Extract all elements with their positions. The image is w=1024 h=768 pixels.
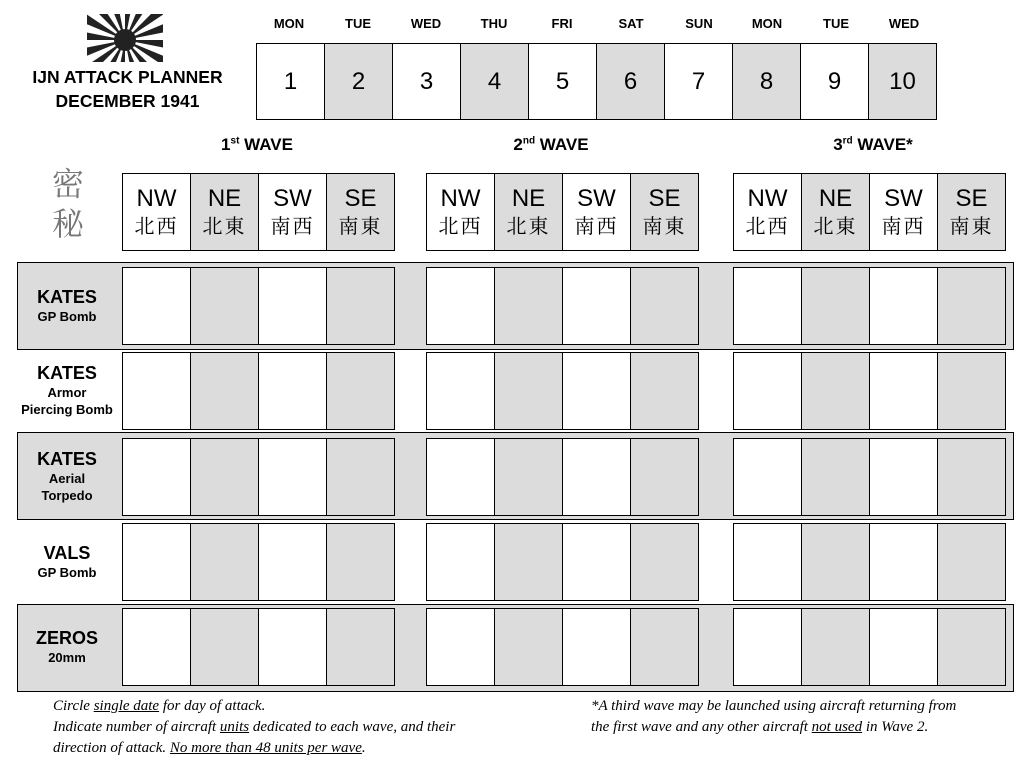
date-cell-1[interactable]: 1	[257, 44, 325, 120]
wave-3-row-2-group	[733, 352, 1006, 430]
aircraft-type: KATES	[37, 363, 97, 383]
unit-count-cell-nw[interactable]	[427, 268, 495, 345]
day-name-8: MON	[751, 16, 783, 31]
unit-count-cell-se[interactable]	[938, 353, 1006, 430]
ordnance-type: Armor	[47, 385, 87, 400]
direction-kanji: 北東	[813, 214, 858, 238]
aircraft-type: ZEROS	[35, 627, 98, 648]
wave-1-direction-header	[122, 173, 395, 251]
unit-count-cell-ne[interactable]	[191, 268, 259, 345]
direction-header-se	[327, 174, 395, 251]
unit-count-cell-sw[interactable]	[870, 609, 938, 686]
direction-label: SW	[577, 185, 616, 212]
wave-3-row-1-group	[733, 267, 1006, 345]
direction-header-se	[938, 174, 1006, 251]
wave-2-title: 2nd WAVE	[513, 135, 589, 154]
unit-count-cell-se[interactable]	[631, 439, 699, 516]
direction-label: NW	[136, 185, 177, 212]
unit-count-cell-nw[interactable]	[123, 439, 191, 516]
direction-kanji: 北西	[438, 214, 483, 238]
unit-count-cell-sw[interactable]	[259, 439, 327, 516]
unit-count-cell-sw[interactable]	[259, 609, 327, 686]
date-cell-2[interactable]: 2	[325, 44, 393, 120]
wave-1-row-3-group	[122, 438, 395, 516]
unit-count-cell-nw[interactable]	[427, 353, 495, 430]
date-cell-6[interactable]: 6	[597, 44, 665, 120]
wave-1-title: 1st WAVE	[221, 135, 293, 154]
unit-count-cell-sw[interactable]	[870, 353, 938, 430]
direction-header-sw	[259, 174, 327, 251]
unit-count-cell-nw[interactable]	[123, 353, 191, 430]
direction-header-nw	[734, 174, 802, 251]
ordnance-type: Torpedo	[41, 488, 93, 503]
direction-header-sw	[870, 174, 938, 251]
day-name-1: MON	[273, 16, 305, 31]
direction-label: SE	[648, 185, 681, 212]
wave-2-row-5-group	[426, 608, 699, 686]
wave-1-row-2-group	[122, 352, 395, 430]
unit-count-cell-ne[interactable]	[495, 609, 563, 686]
direction-label: NE	[818, 185, 853, 212]
direction-kanji: 南西	[574, 214, 619, 238]
footer-third-wave-note: *A third wave may be launched using aircraft returning from the first wave and any other aircraft not used in Wave 2.	[591, 698, 957, 735]
direction-kanji: 南西	[881, 214, 926, 238]
unit-count-cell-se[interactable]	[631, 268, 699, 345]
direction-kanji: 南東	[338, 214, 383, 238]
date-cell-5[interactable]: 5	[529, 44, 597, 120]
unit-count-cell-se[interactable]	[938, 524, 1006, 601]
ordnance-type: Piercing Bomb	[21, 402, 113, 417]
unit-count-cell-se[interactable]	[327, 268, 395, 345]
unit-count-cell-ne[interactable]	[191, 353, 259, 430]
direction-kanji: 南東	[642, 214, 687, 238]
unit-count-cell-ne[interactable]	[802, 268, 870, 345]
date-cell-9[interactable]: 9	[801, 44, 869, 120]
unit-count-cell-sw[interactable]	[563, 268, 631, 345]
unit-count-cell-nw[interactable]	[123, 609, 191, 686]
direction-kanji: 北西	[745, 214, 790, 238]
day-name-5: FRI	[551, 16, 573, 31]
unit-count-cell-ne[interactable]	[802, 353, 870, 430]
date-cell-7[interactable]: 7	[665, 44, 733, 120]
wave-3-row-3-group	[733, 438, 1006, 516]
unit-count-cell-nw[interactable]	[427, 609, 495, 686]
aircraft-type: VALS	[43, 542, 91, 563]
unit-count-cell-nw[interactable]	[123, 268, 191, 345]
date-cell-3[interactable]: 3	[393, 44, 461, 120]
aircraft-row-label	[14, 627, 120, 666]
aircraft-row-label	[14, 542, 120, 581]
unit-count-cell-sw[interactable]	[259, 268, 327, 345]
unit-count-cell-nw[interactable]	[427, 524, 495, 601]
day-name-10: WED	[888, 16, 920, 31]
direction-label: SW	[273, 185, 312, 212]
unit-count-cell-nw[interactable]	[123, 524, 191, 601]
aircraft-row-label	[14, 286, 120, 325]
footer-instructions: Circle single date for day of attack. Indicate number of aircraft units dedicated to each wave, and their direction of attack. No more than 48 units per wave.	[53, 698, 456, 756]
day-name-2: TUE	[345, 16, 371, 31]
direction-kanji: 北東	[506, 214, 551, 238]
unit-count-cell-ne[interactable]	[495, 524, 563, 601]
unit-count-cell-sw[interactable]	[259, 353, 327, 430]
unit-count-cell-sw[interactable]	[870, 524, 938, 601]
wave-2-row-4-group	[426, 523, 699, 601]
unit-count-cell-se[interactable]	[327, 353, 395, 430]
planner-month: DECEMBER 1941	[55, 91, 200, 111]
unit-count-cell-se[interactable]	[631, 353, 699, 430]
direction-header-se	[631, 174, 699, 251]
day-name-3: WED	[410, 16, 442, 31]
unit-count-cell-se[interactable]	[938, 439, 1006, 516]
direction-label: NE	[511, 185, 546, 212]
day-name-7: SUN	[685, 16, 713, 31]
unit-count-cell-ne[interactable]	[191, 439, 259, 516]
unit-count-cell-ne[interactable]	[802, 524, 870, 601]
unit-count-cell-nw[interactable]	[427, 439, 495, 516]
unit-count-cell-ne[interactable]	[495, 439, 563, 516]
unit-count-cell-sw[interactable]	[563, 609, 631, 686]
unit-count-cell-ne[interactable]	[495, 268, 563, 345]
rising-sun-icon	[87, 14, 163, 62]
direction-header-ne	[495, 174, 563, 251]
unit-count-cell-nw[interactable]	[734, 609, 802, 686]
direction-header-nw	[123, 174, 191, 251]
date-cell-8[interactable]: 8	[733, 44, 801, 120]
unit-count-cell-ne[interactable]	[802, 609, 870, 686]
unit-count-cell-sw[interactable]	[563, 524, 631, 601]
date-cell-10[interactable]: 10	[869, 44, 937, 120]
day-name-6: SAT	[618, 16, 644, 31]
date-selector-row	[256, 43, 937, 120]
ordnance-type: GP Bomb	[37, 308, 97, 324]
ordnance-type: GP Bomb	[37, 564, 97, 580]
direction-label: SE	[344, 185, 377, 212]
unit-count-cell-se[interactable]	[938, 268, 1006, 345]
unit-count-cell-se[interactable]	[327, 609, 395, 686]
unit-count-cell-ne[interactable]	[191, 524, 259, 601]
direction-kanji: 北東	[202, 214, 247, 238]
wave-2-direction-header	[426, 173, 699, 251]
unit-count-cell-sw[interactable]	[563, 353, 631, 430]
unit-count-cell-se[interactable]	[631, 524, 699, 601]
direction-kanji: 南東	[949, 214, 994, 238]
day-name-4: THU	[480, 16, 508, 31]
ordnance-type: Aerial	[48, 471, 86, 486]
aircraft-row-label	[14, 362, 120, 418]
unit-count-cell-se[interactable]	[938, 609, 1006, 686]
direction-label: SE	[955, 185, 988, 212]
unit-count-cell-ne[interactable]	[495, 353, 563, 430]
wave-1-row-5-group	[122, 608, 395, 686]
unit-count-cell-sw[interactable]	[259, 524, 327, 601]
unit-count-cell-nw[interactable]	[734, 439, 802, 516]
wave-3-direction-header	[733, 173, 1006, 251]
unit-count-cell-sw[interactable]	[870, 439, 938, 516]
ordnance-type: 20mm	[48, 649, 86, 665]
wave-2-row-3-group	[426, 438, 699, 516]
planner-title: IJN ATTACK PLANNER	[32, 67, 223, 87]
unit-count-cell-nw[interactable]	[734, 353, 802, 430]
wave-1-row-4-group	[122, 523, 395, 601]
unit-count-cell-sw[interactable]	[563, 439, 631, 516]
unit-count-cell-nw[interactable]	[734, 268, 802, 345]
direction-header-ne	[802, 174, 870, 251]
unit-count-cell-se[interactable]	[631, 609, 699, 686]
direction-label: NW	[747, 185, 788, 212]
unit-count-cell-se[interactable]	[327, 439, 395, 516]
wave-2-row-1-group	[426, 267, 699, 345]
wave-3-row-4-group	[733, 523, 1006, 601]
secret-stamp: 密 秘	[51, 165, 84, 243]
wave-2-row-2-group	[426, 352, 699, 430]
unit-count-cell-nw[interactable]	[734, 524, 802, 601]
aircraft-row-label	[14, 448, 120, 504]
wave-3-row-5-group	[733, 608, 1006, 686]
aircraft-type: KATES	[37, 449, 97, 469]
wave-1-row-1-group	[122, 267, 395, 345]
direction-header-sw	[563, 174, 631, 251]
direction-kanji: 北西	[134, 214, 179, 238]
unit-count-cell-se[interactable]	[327, 524, 395, 601]
direction-label: NW	[440, 185, 481, 212]
unit-count-cell-sw[interactable]	[870, 268, 938, 345]
unit-count-cell-ne[interactable]	[191, 609, 259, 686]
aircraft-type: KATES	[37, 286, 97, 307]
direction-header-nw	[427, 174, 495, 251]
date-cell-4[interactable]: 4	[461, 44, 529, 120]
direction-header-ne	[191, 174, 259, 251]
direction-label: SW	[884, 185, 923, 212]
direction-label: NE	[207, 185, 242, 212]
wave-3-title: 3rd WAVE*	[833, 135, 913, 154]
unit-count-cell-ne[interactable]	[802, 439, 870, 516]
direction-kanji: 南西	[270, 214, 315, 238]
day-name-9: TUE	[823, 16, 849, 31]
